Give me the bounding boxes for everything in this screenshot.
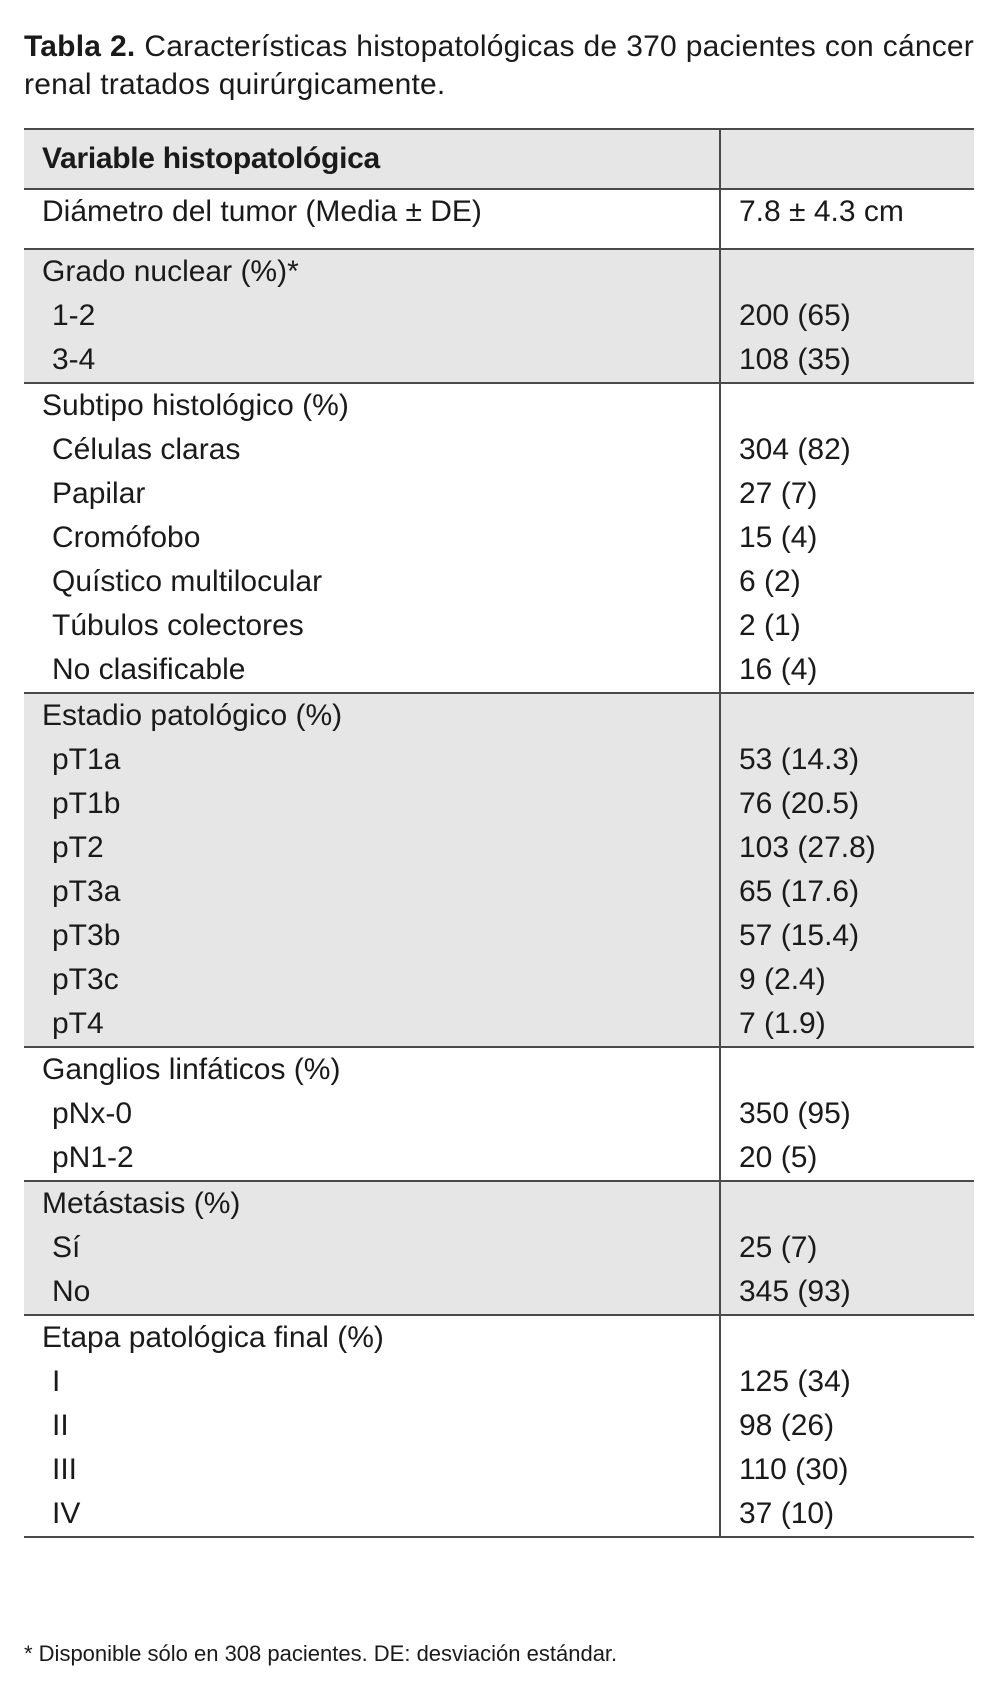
row-value: 53 (14.3) — [739, 743, 860, 776]
row-label: Túbulos colectores — [52, 609, 304, 642]
value-spacer — [739, 250, 974, 294]
value-spacer — [739, 1182, 974, 1226]
header-variable: Variable histopatológica — [24, 129, 720, 189]
table-header-row — [24, 129, 974, 189]
row-value: 16 (4) — [739, 653, 818, 686]
table-caption — [24, 28, 974, 104]
group-row — [24, 1047, 974, 1181]
group-row — [24, 1181, 974, 1315]
row-value: 110 (30) — [739, 1453, 849, 1486]
group-row — [24, 693, 974, 1047]
table-caption-label: Tabla 2. — [24, 30, 136, 63]
row-label: IV — [52, 1497, 81, 1530]
row-value: 200 (65) — [739, 299, 851, 332]
row-label: pT3c — [52, 963, 119, 996]
group-title: Metástasis (%) — [42, 1187, 241, 1220]
row-label: pT2 — [52, 831, 104, 864]
row-value: 57 (15.4) — [739, 919, 860, 952]
row-label: pT1b — [52, 787, 121, 820]
row-label: 1-2 — [52, 299, 96, 332]
header-value — [720, 129, 974, 189]
group-title: Estadio patológico (%) — [42, 699, 343, 732]
row-value: 108 (35) — [739, 343, 851, 376]
row-value: 2 (1) — [739, 609, 801, 642]
group-title: Grado nuclear (%)* — [42, 255, 299, 288]
group-title: Subtipo histológico (%) — [42, 389, 349, 422]
row-value: 9 (2.4) — [739, 963, 826, 996]
row-label: Quístico multilocular — [52, 565, 323, 598]
value-spacer — [739, 694, 974, 738]
row-value: 76 (20.5) — [739, 787, 860, 820]
row-label: No — [52, 1275, 91, 1308]
group-row — [24, 249, 974, 383]
group-title: Etapa patológica final (%) — [42, 1321, 384, 1354]
group-row — [24, 1315, 974, 1537]
row-label: Papilar — [52, 477, 146, 510]
row-label: Cromófobo — [52, 521, 201, 554]
row-label: No clasificable — [52, 653, 246, 686]
value-spacer — [739, 1316, 974, 1360]
row-label: Células claras — [52, 433, 241, 466]
row-label: pT4 — [52, 1007, 104, 1040]
group-row — [24, 383, 974, 693]
diameter-label: Diámetro del tumor (Media ± DE) — [42, 195, 482, 228]
row-value: 27 (7) — [739, 477, 818, 510]
row-label: I — [52, 1365, 61, 1398]
row-value: 103 (27.8) — [739, 831, 876, 864]
row-label: pT1a — [52, 743, 121, 776]
row-value: 304 (82) — [739, 433, 851, 466]
histopathology-table — [24, 128, 974, 1538]
diameter-value: 7.8 ± 4.3 cm — [739, 195, 904, 228]
row-label: pT3b — [52, 919, 121, 952]
value-spacer — [739, 384, 974, 428]
row-value: 6 (2) — [739, 565, 801, 598]
value-spacer — [739, 1048, 974, 1092]
row-value: 350 (95) — [739, 1097, 851, 1130]
row-value: 345 (93) — [739, 1275, 851, 1308]
row-value: 65 (17.6) — [739, 875, 860, 908]
row-label: pT3a — [52, 875, 121, 908]
row-label: 3-4 — [52, 343, 96, 376]
table-footnote: * Disponible sólo en 308 pacientes. DE: desviación estándar. — [24, 1641, 618, 1666]
row-label: II — [52, 1409, 69, 1442]
row-value: 20 (5) — [739, 1141, 818, 1174]
row-label: pN1-2 — [52, 1141, 134, 1174]
row-label: III — [52, 1453, 78, 1486]
row-value: 98 (26) — [739, 1409, 835, 1442]
row-value: 7 (1.9) — [739, 1007, 826, 1040]
row-value: 15 (4) — [739, 521, 818, 554]
row-value: 25 (7) — [739, 1231, 818, 1264]
table-caption-text: Características histopatológicas de 370 pacientes con cáncer renal tratados quirúrgicamente. — [24, 30, 974, 101]
row-label: pNx-0 — [52, 1097, 133, 1130]
group-title: Ganglios linfáticos (%) — [42, 1053, 341, 1086]
row-value: 37 (10) — [739, 1497, 835, 1530]
row-label: Sí — [52, 1231, 81, 1264]
row-diameter — [24, 189, 974, 249]
row-value: 125 (34) — [739, 1365, 851, 1398]
